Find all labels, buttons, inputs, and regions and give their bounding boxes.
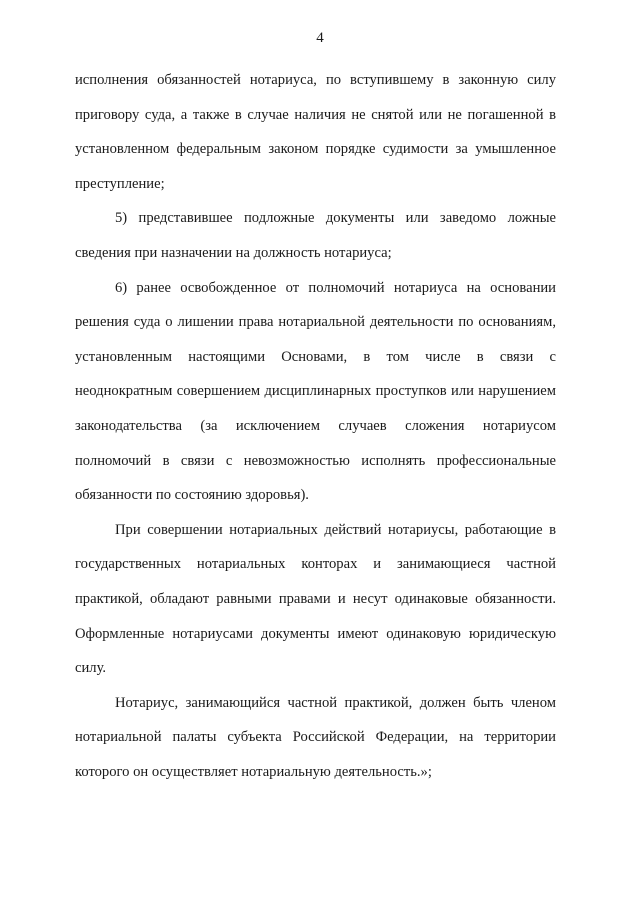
paragraph-continuation: исполнения обязанностей нотариуса, по вступившему в законную силу приговору суда, а также в случае наличия не снятой или не погашенной в установленном федеральным законом порядке судимости за умышленное преступление; — [75, 72, 556, 192]
paragraph-chamber-membership: Нотариус, занимающийся частной практикой, должен быть членом нотариальной палаты субъекта Российской Федерации, на территории которого он осуществляет нотариальную деятельность.»; — [75, 694, 556, 780]
document-body — [75, 63, 556, 789]
page-number: 4 — [316, 30, 324, 46]
paragraph-item-6: 6) ранее освобожденное от полномочий нотариуса на основании решения суда о лишении права нотариальной деятельности по основаниям, установленным настоящими Основами, в том числе в связи с неоднократным совершением дисциплинарных проступков или нарушением законодательства (за исключением случаев сложения нотариусом полномочий в связи с невозможностью исполнять профессиональные обязанности по состоянию здоровья). — [75, 279, 556, 504]
paragraph-equal-rights: При совершении нотариальных действий нотариусы, работающие в государственных нотариальных конторах и занимающиеся частной практикой, обладают равными правами и несут одинаковые обязанности. Оформленные нотариусами документы имеют одинаковую юридическую силу. — [75, 521, 556, 677]
paragraph-item-5: 5) представившее подложные документы или заведомо ложные сведения при назначении на должность нотариуса; — [75, 210, 556, 261]
